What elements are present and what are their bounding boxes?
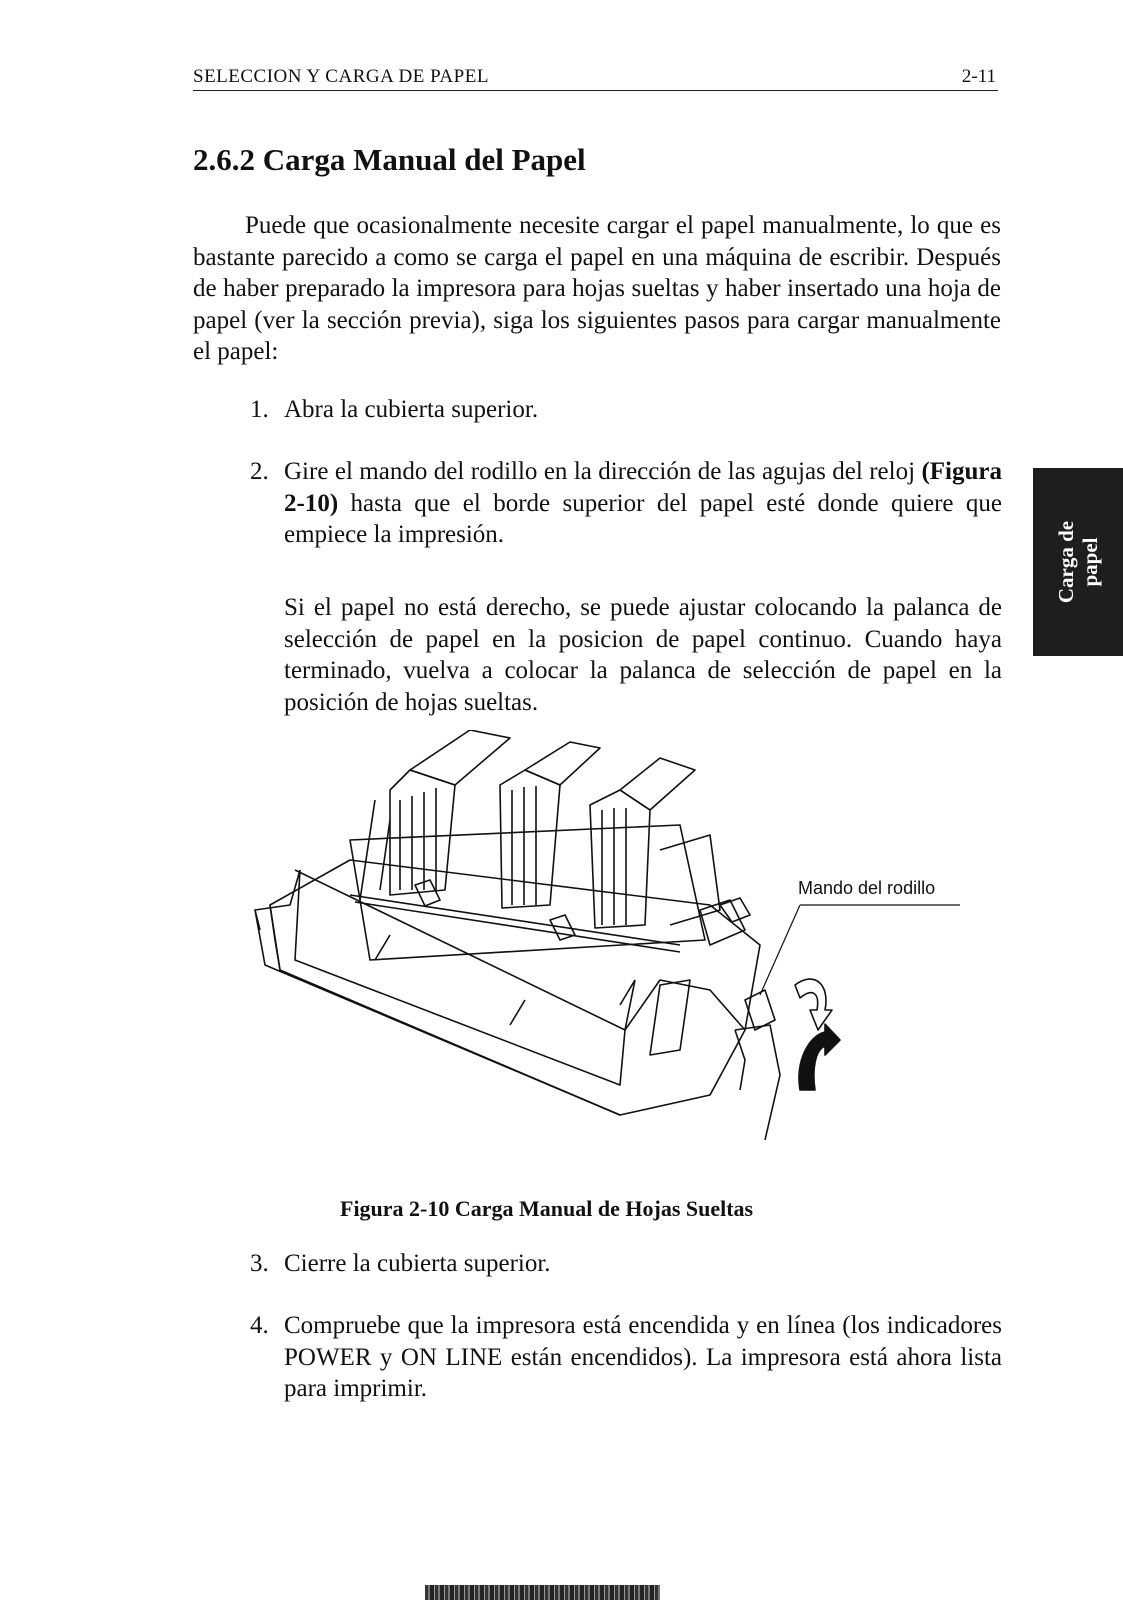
- intro-paragraph: Puede que ocasionalmente necesite cargar el papel manualmente, lo que es bastante parecido a como se carga el papel en una máquina de escribir. Después de haber preparado la impresora para hojas sueltas y haber insertado una hoja de papel (ver la sección previa), siga los siguientes pasos para cargar manualmente el papel:: [193, 212, 1001, 366]
- figure-callout-label: Mando del rodillo: [798, 878, 936, 898]
- step-text-part: Gire el mando del rodillo en la dirección de las agujas del reloj: [284, 458, 922, 485]
- step-number: 2.: [250, 458, 269, 485]
- step-4: [250, 1310, 1002, 1405]
- side-tab-line: papel: [1078, 537, 1102, 587]
- printer-body: [255, 860, 760, 1115]
- control-panel: [650, 980, 690, 1055]
- step-text-part: hasta que el borde superior del papel esté donde quiere que empiece la impresión.: [284, 489, 1002, 549]
- printer-illustration: [240, 730, 980, 1150]
- figure-caption: Figura 2-10 Carga Manual de Hojas Sueltas: [340, 1196, 754, 1221]
- paper-separators: [360, 730, 720, 928]
- label-leader-line: [760, 905, 960, 995]
- side-tab-label: [1054, 521, 1102, 603]
- hand-illustration: [735, 990, 780, 1140]
- step-3: [250, 1248, 1002, 1280]
- scan-artifact: [425, 1585, 660, 1600]
- chapter-side-tab: [1033, 468, 1123, 656]
- step-text: [284, 456, 1002, 551]
- paper-sheet: [350, 825, 705, 960]
- step-number: 1.: [250, 396, 269, 423]
- step-1: [250, 394, 1002, 426]
- platen-knob-base: [700, 900, 745, 945]
- page-number: 2-11: [961, 66, 996, 87]
- step-text: Abra la cubierta superior.: [284, 396, 539, 423]
- step-2: [250, 456, 1002, 551]
- running-header: [193, 64, 998, 91]
- step-number: 3.: [250, 1250, 269, 1277]
- step-text: Cierre la cubierta superior.: [284, 1250, 551, 1277]
- printer-figure: [240, 730, 980, 1150]
- header-title: SELECCION Y CARGA DE PAPEL: [193, 66, 489, 87]
- rotation-arrows: [795, 979, 840, 1090]
- side-tab-line: Carga de: [1054, 520, 1078, 604]
- step-number: 4.: [250, 1312, 269, 1339]
- section-title: 2.6.2 Carga Manual del Papel: [193, 142, 586, 177]
- step-2-note: Si el papel no está derecho, se puede ajustar colocando la palanca de selección de papel en la posicion de papel continuo. Cuando haya terminado, vuelva a colocar la palanca de selección de papel en la posición de hojas sueltas.: [284, 594, 1002, 716]
- step-text: Compruebe que la impresora está encendida y en línea (los indicadores POWER y ON LINE están encendidos). La impresora está ahora lista para imprimir.: [284, 1312, 1002, 1403]
- figure-reference: (Figura 2-10): [284, 458, 1002, 517]
